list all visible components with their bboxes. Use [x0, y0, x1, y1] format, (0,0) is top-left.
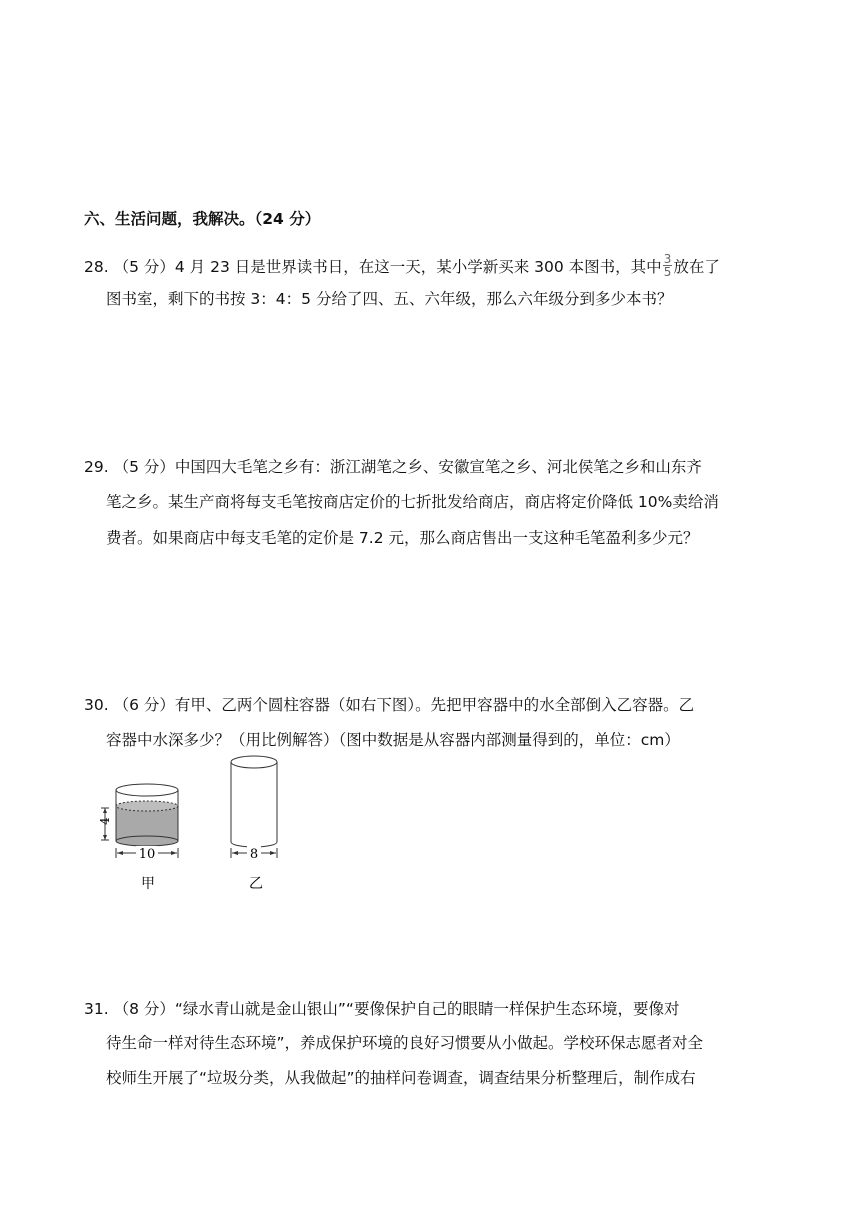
water-surface	[116, 801, 178, 811]
cylinder-a	[98, 784, 178, 892]
cylinder-a-name: 甲	[141, 876, 155, 892]
cylinder-a-top	[116, 784, 178, 796]
question-31-line-3: 校师生开展了“垃圾分类，从我做起”的抽样问卷调查，调查结果分析整理后，制作成右	[106, 1069, 696, 1087]
section-title: 六、生活问题，我解决。（24 分）	[84, 210, 321, 228]
question-28-text-a: 28. （5 分）4 月 23 日是世界读书日，在这一天，某小学新买来 300 本图书，其中	[84, 258, 662, 276]
question-29-line-3: 费者。如果商店中每支毛笔的定价是 7.2 元，那么商店售出一支这种毛笔盈利多少元？	[106, 529, 699, 547]
question-31-line-2: 待生命一样对待生态环境”，养成保护环境的良好习惯要从小做起。学校环保志愿者对全	[106, 1034, 704, 1052]
question-29-line-1: 29. （5 分）中国四大毛笔之乡有：浙江湖笔之乡、安徽宣笔之乡、河北侯笔之乡和山东齐	[84, 458, 702, 476]
cylinder-figure	[96, 750, 296, 896]
question-28-line-1	[84, 252, 720, 280]
question-31-line-1: 31. （8 分）“绿水青山就是金山银山”“要像保护自己的眼睛一样保护生态环境，要像对	[84, 1000, 680, 1018]
question-30-line-2: 容器中水深多少？（用比例解答）（图中数据是从容器内部测量得到的，单位：cm）	[106, 731, 680, 749]
question-28-text-b: 放在了	[673, 258, 720, 276]
cylinder-b-top	[231, 756, 277, 768]
cylinder-b-name: 乙	[249, 876, 263, 892]
question-30-line-1: 30. （6 分）有甲、乙两个圆柱容器（如右下图）。先把甲容器中的水全部倒入乙容器。乙	[84, 696, 695, 714]
diameter-a-label: 10	[138, 847, 156, 862]
question-28-line-2: 图书室，剩下的书按 3：4：5 分给了四、五、六年级，那么六年级分到多少本书？	[106, 290, 673, 308]
cylinder-b	[231, 756, 277, 892]
fraction-three-fifths	[663, 253, 673, 278]
fraction-denominator: 5	[663, 265, 672, 279]
height-label: 4	[98, 817, 112, 825]
water-bottom	[116, 836, 178, 846]
fraction-numerator: 3	[663, 252, 672, 266]
question-29-line-2: 笔之乡。某生产商将每支毛笔按商店定价的七折批发给商店，商店将定价降低 10%卖给消	[106, 493, 719, 511]
diameter-b-label: 8	[249, 847, 259, 862]
